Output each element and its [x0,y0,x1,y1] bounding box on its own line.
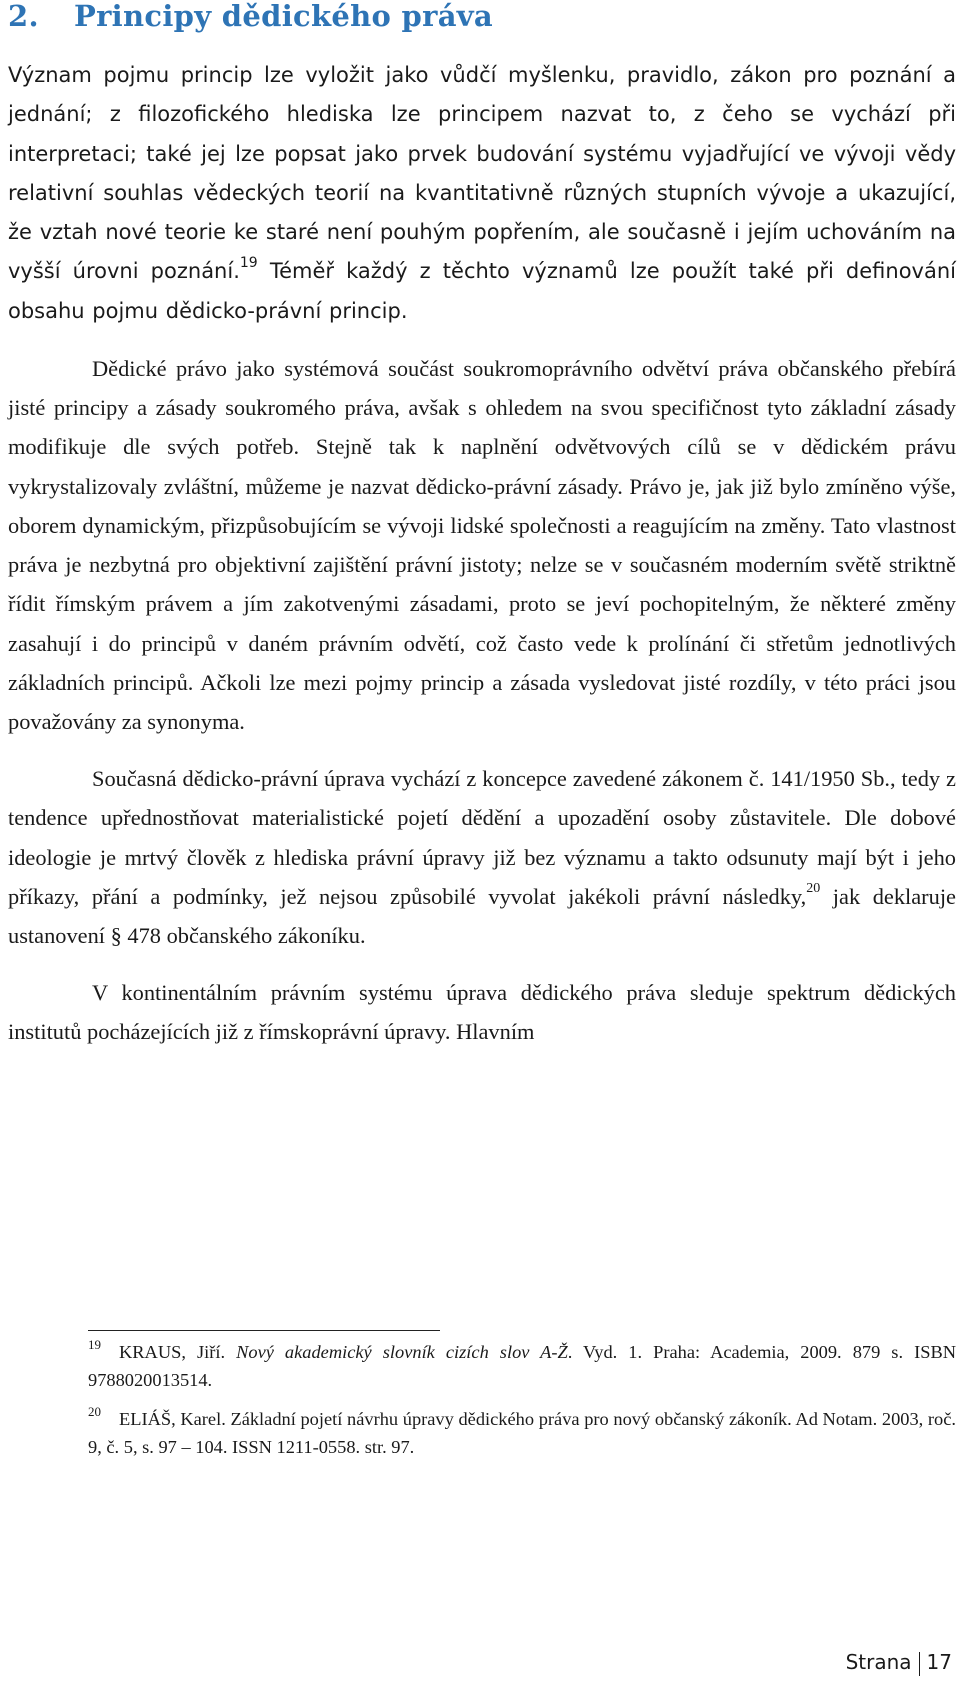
footnotes [88,1338,956,1472]
footnote-text-before: ELIÁŠ, Karel. Základní pojetí návrhu úpravy dědického práva pro nový občanský zákoník. Ad Notam. 2003, roč. 9, č. 5, s. 97 – 104. ISSN 1211-0558. str. 97. [88,1409,956,1457]
paragraph-1-text: Význam pojmu princip lze vyložit jako vůdčí myšlenku, pravidlo, zákon pro poznání a jednání; z filozofického hlediska lze principem nazvat to, z čeho se vychází při interpretaci; také jej lze popsat jako prvek budování systému vyjadřující ve vývoji vědy relativní souhlas vědeckých teorií na kvantitativně různých stupních vývoje a ukazující, že vztah nové teorie ke staré není pouhým popřením, ale současně i jejím uchováním na vyšší úrovni poznání. [8,63,956,284]
footnote-ref-20[interactable]: 20 [806,881,821,897]
paragraph-4-text: V kontinentálním právním systému úprava dědického práva sleduje spektrum dědických institutů pocházejících již z římskoprávní úpravy. Hlavním [8,980,956,1045]
document-page [8,0,956,1052]
footnote-number: 20 [88,1403,101,1419]
footnote-19 [88,1338,956,1394]
paragraph-1-tail: Téměř každý z těchto významů lze použít také při definování obsahu pojmu dědicko-právní princip. [8,259,956,323]
section-number: 2. [8,0,39,33]
footer-divider [919,1652,920,1676]
paragraph-4 [8,973,956,1051]
section-heading [8,0,956,40]
footnote-text-after: . Vyd. 1. Praha: Academia, 2009. 879 s. ISBN 9788020013514. [88,1342,956,1390]
paragraph-3-tail: jak deklaruje ustanovení § 478 občanského zákoníku. [8,883,956,948]
page-number: 17 [926,1650,952,1674]
paragraph-3-text: Současná dědicko-právní úprava vychází z koncepce zavedené zákonem č. 141/1950 Sb., tedy z tendence upřednostňovat materialistické pojetí dědění a upozadění osoby zůstavitele. Dle dobové ideologie je mrtvý člověk z hlediska právní úpravy již bez významu a takto odsunuty mají být i jeho příkazy, přání a podmínky, jež nejsou způsobilé vyvolat jakékoli právní následky, [8,766,956,909]
paragraph-3 [8,759,956,955]
page-footer [846,1650,952,1676]
footnote-ref-19[interactable]: 19 [239,255,258,272]
footnote-number: 19 [88,1336,101,1352]
footnote-text-before: KRAUS, Jiří. [119,1342,237,1362]
footnote-title: Nový akademický slovník cizích slov A-Ž [236,1342,568,1362]
paragraph-2 [8,349,956,741]
section-title: Principy dědického práva [74,0,494,33]
footnote-20 [88,1405,956,1461]
footer-label: Strana [845,1650,912,1674]
paragraph-2-text: Dědické právo jako systémová součást soukromoprávního odvětví práva občanského přebírá jisté principy a zásady soukromého práva, avšak s ohledem na svou specifičnost tyto základní zásady modifikuje dle svých potřeb. Stejně tak k naplnění odvětvových cílů se v dědickém právu vykrystalizovaly zvláštní, můžeme je nazvat dědicko-právní zásady. Právo je, jak již bylo zmíněno výše, oborem dynamickým, přizpůsobujícím se vývoji lidské společnosti a reagujícím na změny. Tato vlastnost práva je nezbytná pro objektivní zajištění právní jistoty; nelze se v současném moderním světě striktně řídit římským právem a jím zakotvenými zásadami, proto se jeví pochopitelným, že některé změny zasahují i do principů v daném právním odvětí, což často vede k prolínání či střetům jednotlivých základních principů. Ačkoli lze mezi pojmy princip a zásada vysledovat jisté rozdíly, v této práci jsou považovány za synonyma. [8,356,956,734]
footnote-separator [88,1330,440,1331]
paragraph-1 [8,56,956,331]
